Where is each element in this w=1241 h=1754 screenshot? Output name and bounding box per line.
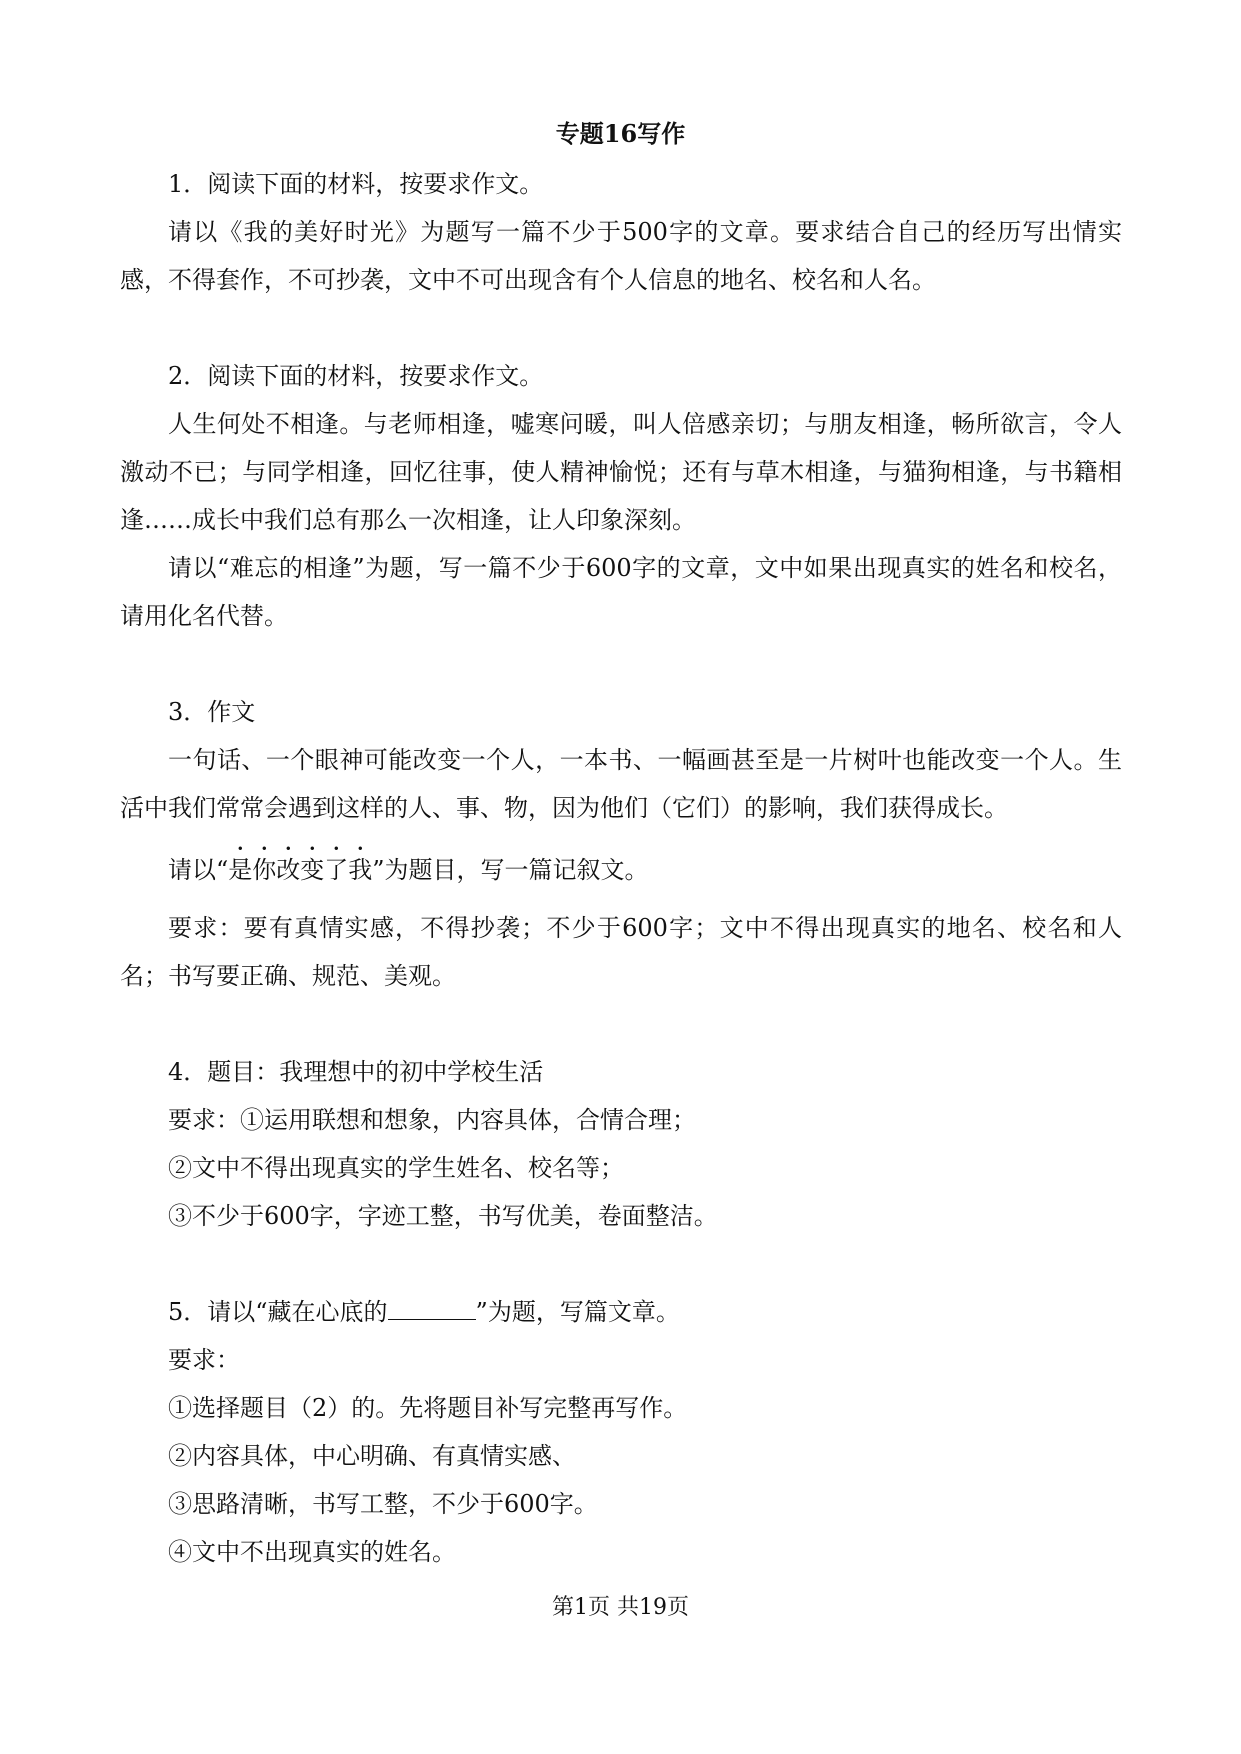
document-content bbox=[120, 160, 1122, 1576]
q1-body: 请以《我的美好时光》为题写一篇不少于500字的文章。要求结合自己的经历写出情实感，不得套作，不可抄袭，文中不可出现含有个人信息的地名、校名和人名。 bbox=[120, 218, 1122, 294]
page-footer: 第1页 共19页 bbox=[552, 1595, 689, 1620]
q2-heading: 2．阅读下面的材料，按要求作文。 bbox=[168, 362, 544, 390]
q3-prompt-before: 请以“ bbox=[168, 856, 229, 884]
q3-prompt-title: 是你改变了我 bbox=[228, 856, 373, 884]
q5-req4: ④文中不出现真实的姓名。 bbox=[168, 1538, 456, 1566]
q5-req-label: 要求： bbox=[168, 1346, 240, 1374]
q3-heading: 3．作文 bbox=[168, 698, 256, 726]
q3-prompt bbox=[120, 842, 1122, 894]
q4-req2: ②文中不得出现真实的学生姓名、校名等； bbox=[168, 1154, 624, 1182]
page-title: 专题16写作 bbox=[555, 119, 686, 148]
q4-req3: ③不少于600字，字迹工整，书写优美，卷面整洁。 bbox=[168, 1202, 718, 1230]
q5-req3: ③思路清晰，书写工整，不少于600字。 bbox=[168, 1490, 598, 1518]
q4-heading: 4．题目：我理想中的初中学校生活 bbox=[168, 1058, 544, 1086]
q2-material: 人生何处不相逢。与老师相逢，嘘寒问暖，叫人倍感亲切；与朋友相逢，畅所欲言，令人激动不已；与同学相逢，回忆往事，使人精神愉悦；还有与草木相逢，与猫狗相逢，与书籍相逢……成长中我们总有那么一次相逢，让人印象深刻。 bbox=[120, 410, 1122, 534]
q5-heading-before: 5．请以“藏在心底的 bbox=[168, 1298, 388, 1326]
q2-prompt: 请以“难忘的相逢”为题，写一篇不少于600字的文章，文中如果出现真实的姓名和校名，请用化名代替。 bbox=[120, 554, 1122, 630]
fill-in-blank bbox=[388, 1293, 476, 1320]
q3-prompt-after: ”为题目，写一篇记叙文。 bbox=[372, 856, 649, 884]
q3-material: 一句话、一个眼神可能改变一个人，一本书、一幅画甚至是一片树叶也能改变一个人。生活中我们常常会遇到这样的人、事、物，因为他们（它们）的影响，我们获得成长。 bbox=[120, 746, 1122, 822]
q5-req2: ②内容具体，中心明确、有真情实感、 bbox=[168, 1442, 576, 1470]
q3-requirements: 要求：要有真情实感，不得抄袭；不少于600字；文中不得出现真实的地名、校名和人名；书写要正确、规范、美观。 bbox=[120, 914, 1122, 990]
q5-req1: ①选择题目（2）的。先将题目补写完整再写作。 bbox=[168, 1394, 688, 1422]
q1-heading: 1．阅读下面的材料，按要求作文。 bbox=[168, 170, 544, 198]
q4-req1: 要求：①运用联想和想象，内容具体，合情合理； bbox=[168, 1106, 696, 1134]
q5-heading-after: ”为题，写篇文章。 bbox=[475, 1298, 680, 1326]
q5-heading bbox=[120, 1288, 1122, 1336]
